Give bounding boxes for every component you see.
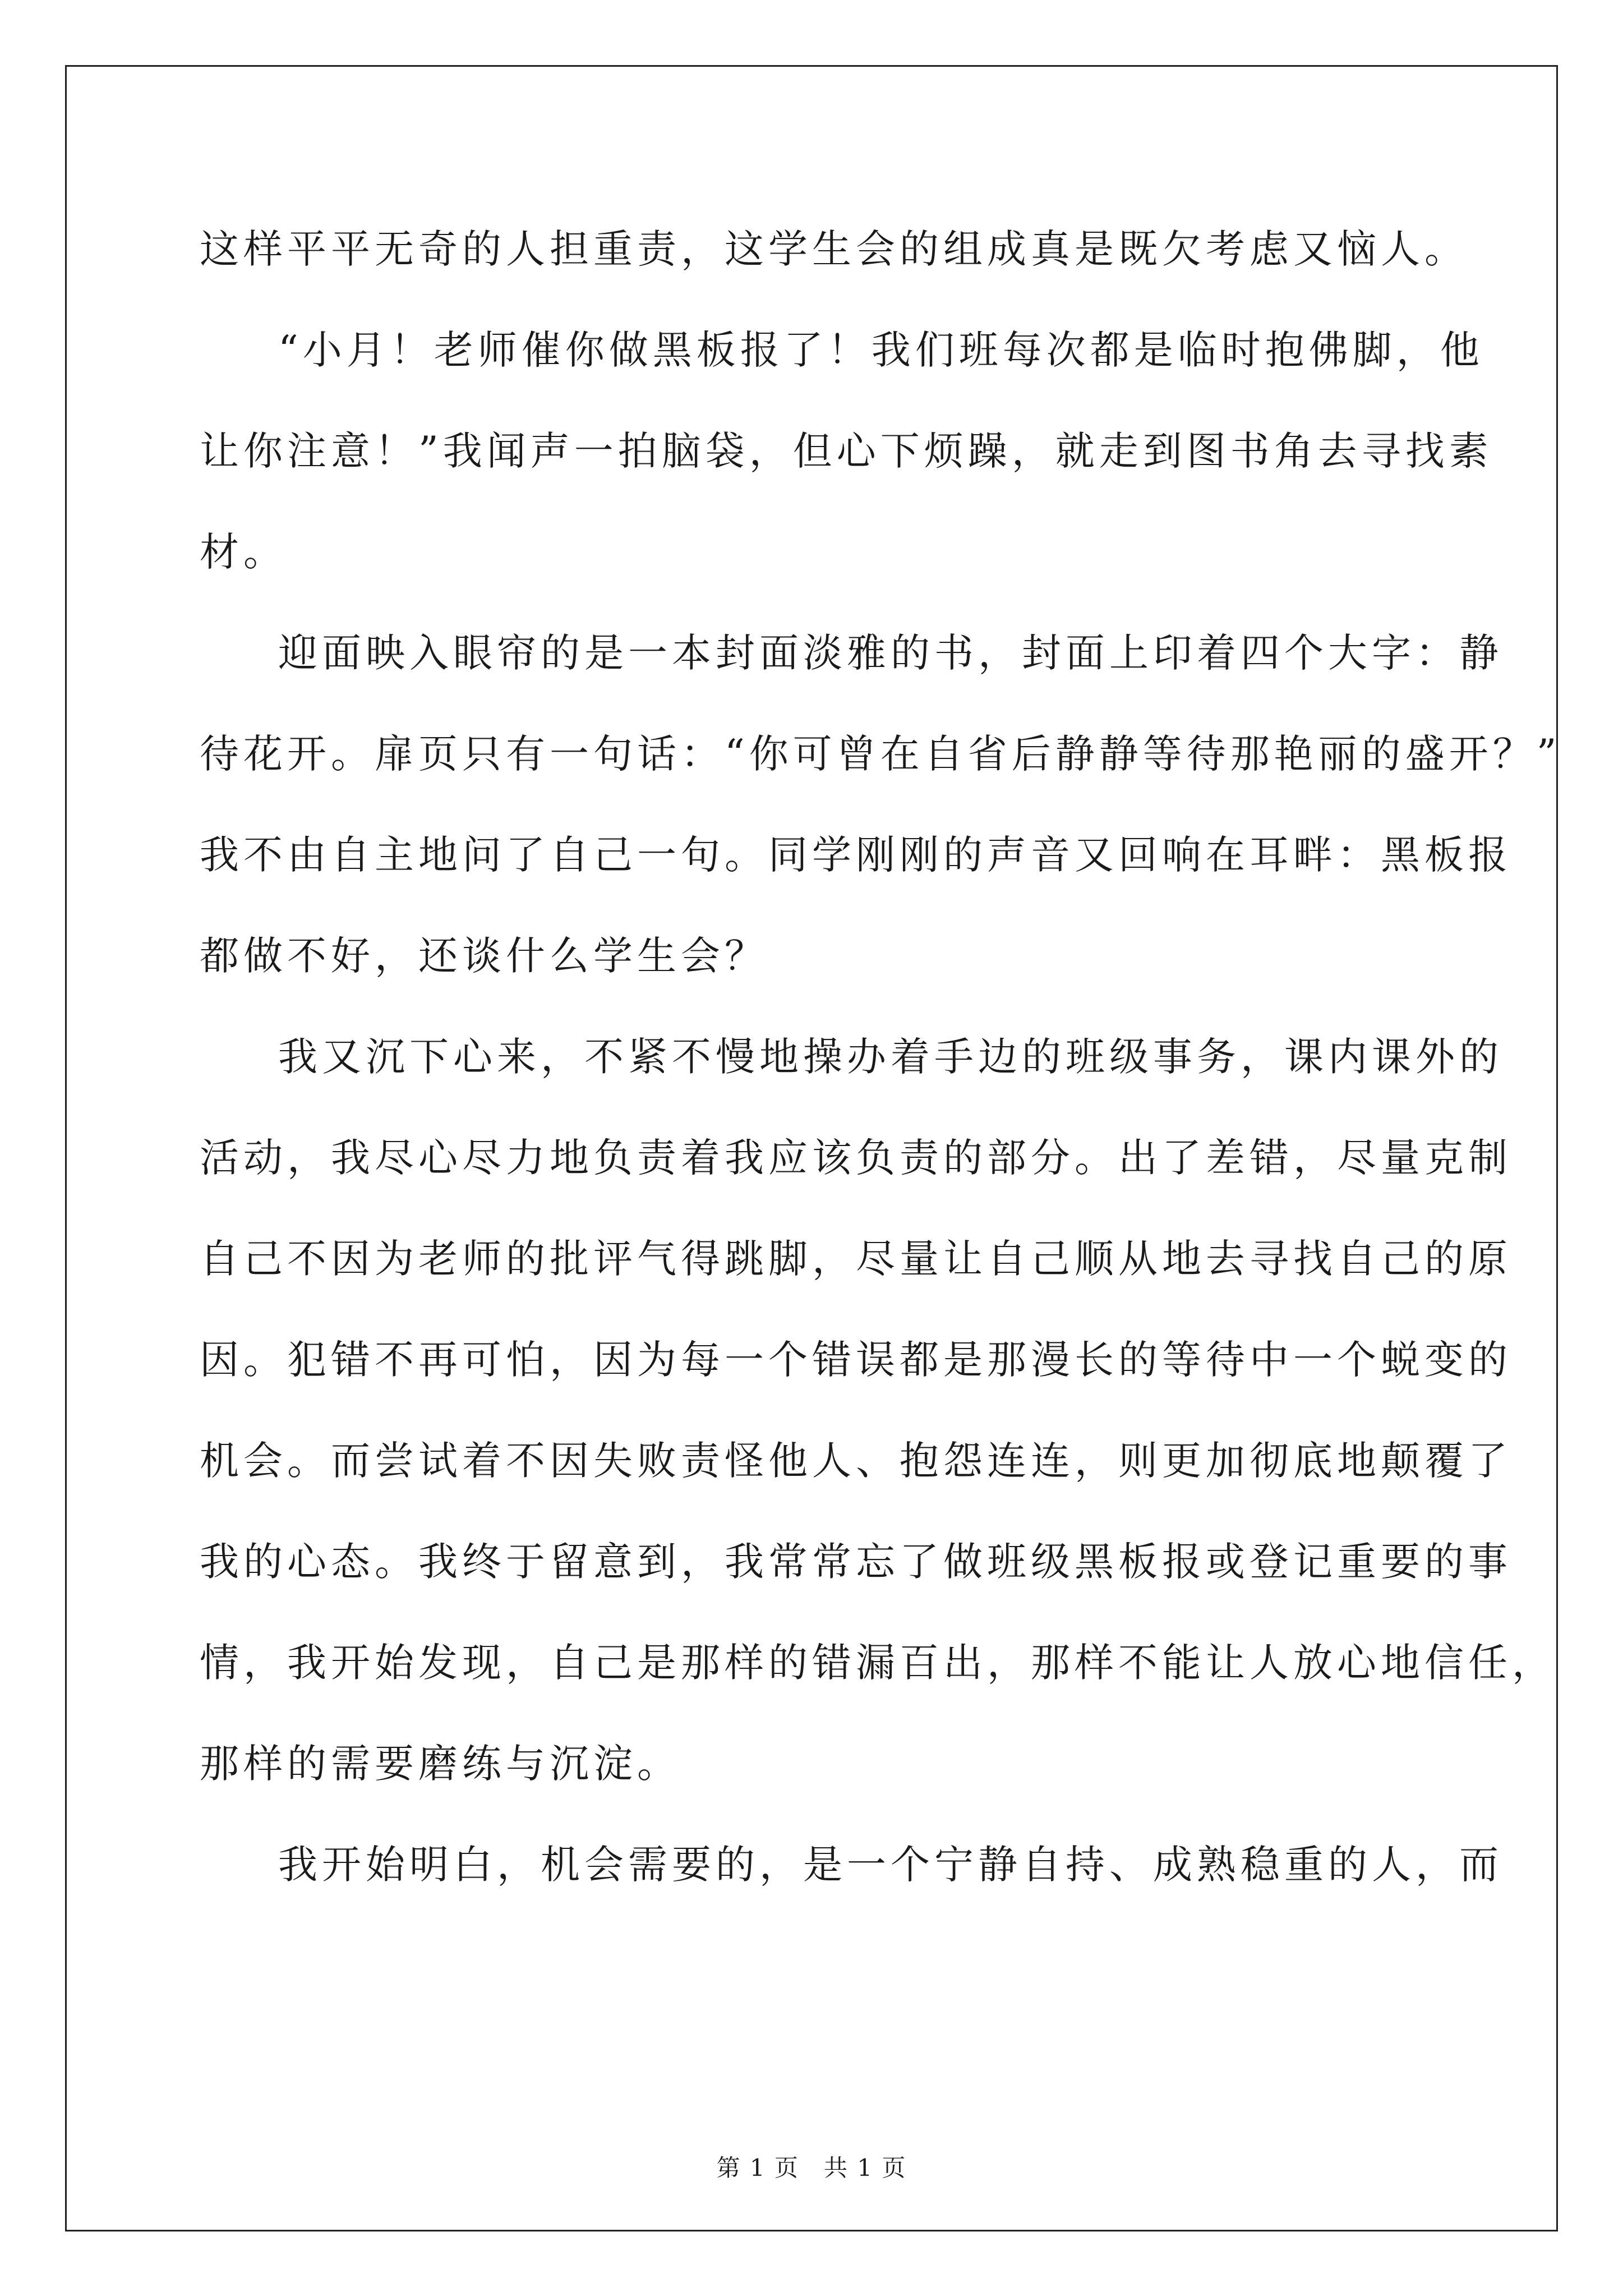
text-line: “小月！老师催你做黑板报了！我们班每次都是临时抱佛脚，他 xyxy=(278,327,1484,373)
document-body xyxy=(200,199,1561,1915)
text-line: 因。犯错不再可怕，因为每一个错误都是那漫长的等待中一个蜕变的 xyxy=(200,1337,1512,1383)
text-line: 都做不好，还谈什么学生会？ xyxy=(200,933,768,979)
text-line: 活动，我尽心尽力地负责着我应该负责的部分。出了差错，尽量克制 xyxy=(200,1135,1512,1181)
text-line: 我不由自主地问了自己一句。同学刚刚的声音又回响在耳畔：黑板报 xyxy=(200,832,1512,878)
text-line: 自己不因为老师的批评气得跳脚，尽量让自己顺从地去寻找自己的原 xyxy=(200,1236,1512,1282)
text-line: 迎面映入眼帘的是一本封面淡雅的书，封面上印着四个大字：静 xyxy=(278,630,1503,676)
text-line: 我开始明白，机会需要的，是一个宁静自持、成熟稳重的人，而 xyxy=(278,1842,1503,1888)
text-line: 让你注意！”我闻声一拍脑袋，但心下烦躁，就走到图书角去寻找素 xyxy=(200,428,1493,474)
text-line: 那样的需要磨练与沉淀。 xyxy=(200,1741,681,1787)
text-line: 这样平平无奇的人担重责，这学生会的组成真是既欠考虑又恼人。 xyxy=(200,226,1468,272)
text-line: 我的心态。我终于留意到，我常常忘了做班级黑板报或登记重要的事 xyxy=(200,1539,1512,1585)
page-number-footer: 第 1 页 共 1 页 xyxy=(716,2154,907,2182)
text-line: 材。 xyxy=(200,529,287,575)
text-line: 我又沉下心来，不紧不慢地操办着手边的班级事务，课内课外的 xyxy=(278,1034,1503,1080)
text-line: 机会。而尝试着不因失败责怪他人、抱怨连连，则更加彻底地颠覆了 xyxy=(200,1438,1512,1484)
text-line: 待花开。扉页只有一句话：“你可曾在自省后静静等待那艳丽的盛开？” xyxy=(200,731,1561,777)
text-line: 情，我开始发现，自己是那样的错漏百出，那样不能让人放心地信任， xyxy=(200,1640,1556,1686)
